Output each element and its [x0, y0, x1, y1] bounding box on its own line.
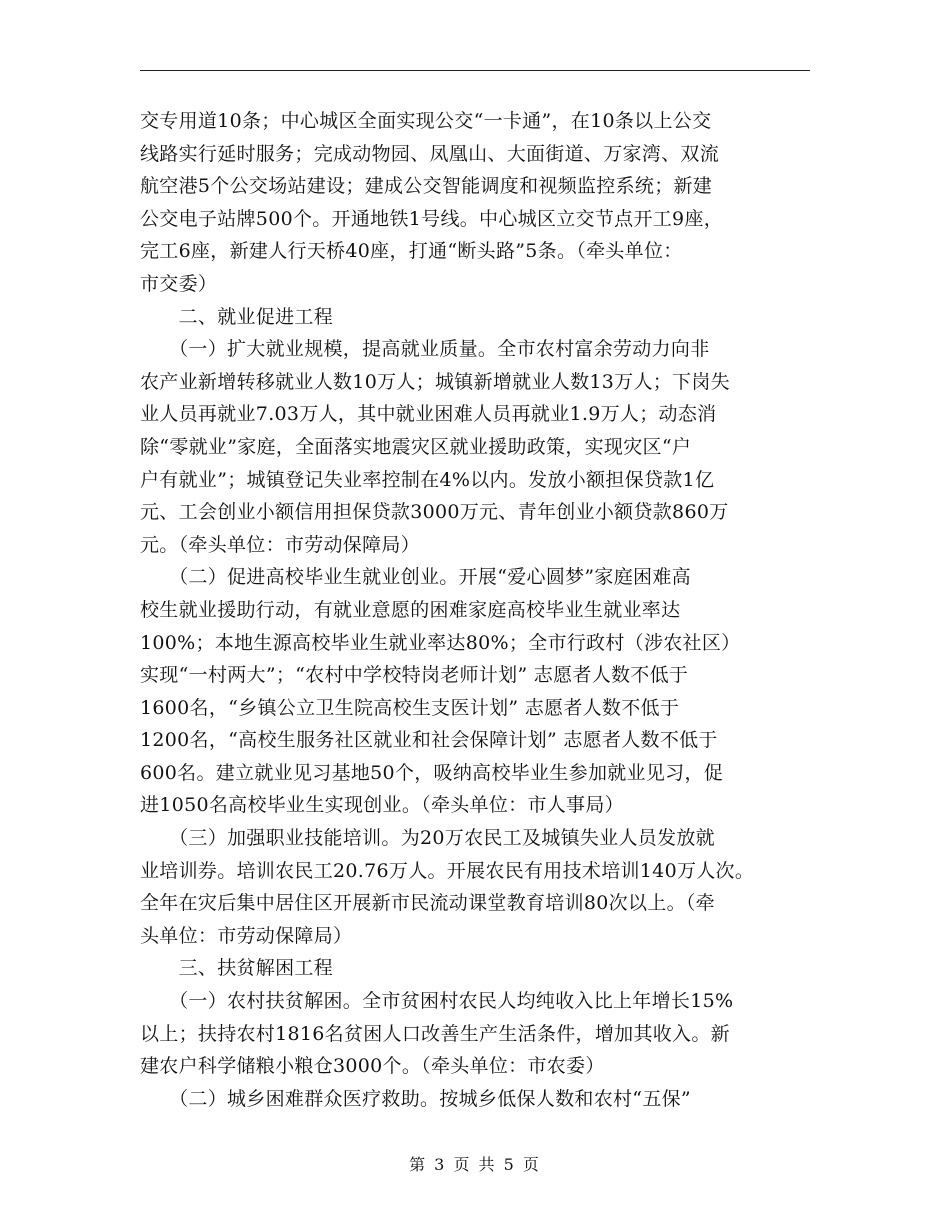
- page-footer: 第 3 页 共 5 页: [409, 1155, 541, 1174]
- text-line: 业培训券。培训农民工20.76万人。开展农民有用技术培训140万人次。: [140, 859, 755, 882]
- text-line: （一）扩大就业规模，提高就业质量。全市农村富余劳动力向非: [140, 338, 710, 361]
- text-line: 600名。建立就业见习基地50个，吸纳高校毕业生参加就业见习，促: [140, 761, 724, 784]
- document-body: [140, 105, 815, 1115]
- text-line: 建农户科学储粮小粮仓3000个。（牵头单位：市农委）: [140, 1055, 605, 1078]
- text-line: 进1050名高校毕业生实现创业。（牵头单位：市人事局）: [140, 794, 624, 817]
- text-line: （三）加强职业技能培训。为20万农民工及城镇失业人员发放就: [140, 827, 715, 850]
- text-line: 头单位：市劳动保障局）: [140, 924, 353, 947]
- text-line: 实现“一村两大”；“农村中学校特岗老师计划” 志愿者人数不低于: [140, 664, 689, 687]
- text-line: 线路实行延时服务；完成动物园、凤凰山、大面街道、万家湾、双流: [140, 142, 720, 165]
- text-line: 航空港5个公交场站建设；建成公交智能调度和视频监控系统；新建: [140, 175, 713, 198]
- header-rule: [140, 70, 810, 71]
- text-line: 1200名，“高校生服务社区就业和社会保障计划” 志愿者人数不低于: [140, 729, 718, 752]
- text-line: 户有就业”；城镇登记失业率控制在4%以内。发放小额担保贷款1亿: [140, 468, 715, 491]
- text-line: 二、就业促进工程: [140, 305, 334, 328]
- text-line: 全年在灾后集中居住区开展新市民流动课堂教育培训80次以上。（牵: [140, 892, 715, 915]
- text-line: 完工6座，新建人行天桥40座，打通“断头路”5条。（牵头单位：: [140, 240, 683, 263]
- text-line: 交专用道10条；中心城区全面实现公交“一卡通”，在10条以上公交: [140, 110, 712, 132]
- text-line: 以上；扶持农村1816名贫困人口改善生产生活条件，增加其收入。新: [140, 1022, 730, 1045]
- text-line: （一）农村扶贫解困。全市贫困村农民人均纯收入比上年增长15%: [140, 990, 734, 1013]
- text-line: 元。（牵头单位：市劳动保障局）: [140, 533, 421, 556]
- text-line: 1600名，“乡镇公立卫生院高校生支医计划” 志愿者人数不低于: [140, 696, 680, 719]
- text-line: 校生就业援助行动，有就业意愿的困难家庭高校毕业生就业率达: [140, 598, 681, 621]
- text-line: 市交委）: [140, 272, 218, 295]
- text-line: 100%；本地生源高校毕业生就业率达80%；全市行政村（涉农社区）: [140, 631, 741, 654]
- text-line: 除“零就业”家庭，全面落实地震灾区就业援助政策，实现灾区“户: [140, 435, 692, 458]
- text-line: 业人员再就业7.03万人，其中就业困难人员再就业1.9万人；动态消: [140, 403, 717, 426]
- text-line: 农产业新增转移就业人数10万人；城镇新增就业人数13万人；下岗失: [140, 370, 730, 393]
- text-line: 三、扶贫解困工程: [140, 957, 334, 980]
- text-line: 元、工会创业小额信用担保贷款3000万元、青年创业小额贷款860万: [140, 501, 729, 524]
- text-line: 公交电子站牌500个。开通地铁1号线。中心城区立交节点开工9座，: [140, 207, 724, 230]
- text-line: （二）城乡困难群众医疗救助。按城乡低保人数和农村“五保”: [140, 1087, 691, 1110]
- text-line: （二）促进高校毕业生就业创业。开展“爱心圆梦”家庭困难高: [140, 566, 691, 589]
